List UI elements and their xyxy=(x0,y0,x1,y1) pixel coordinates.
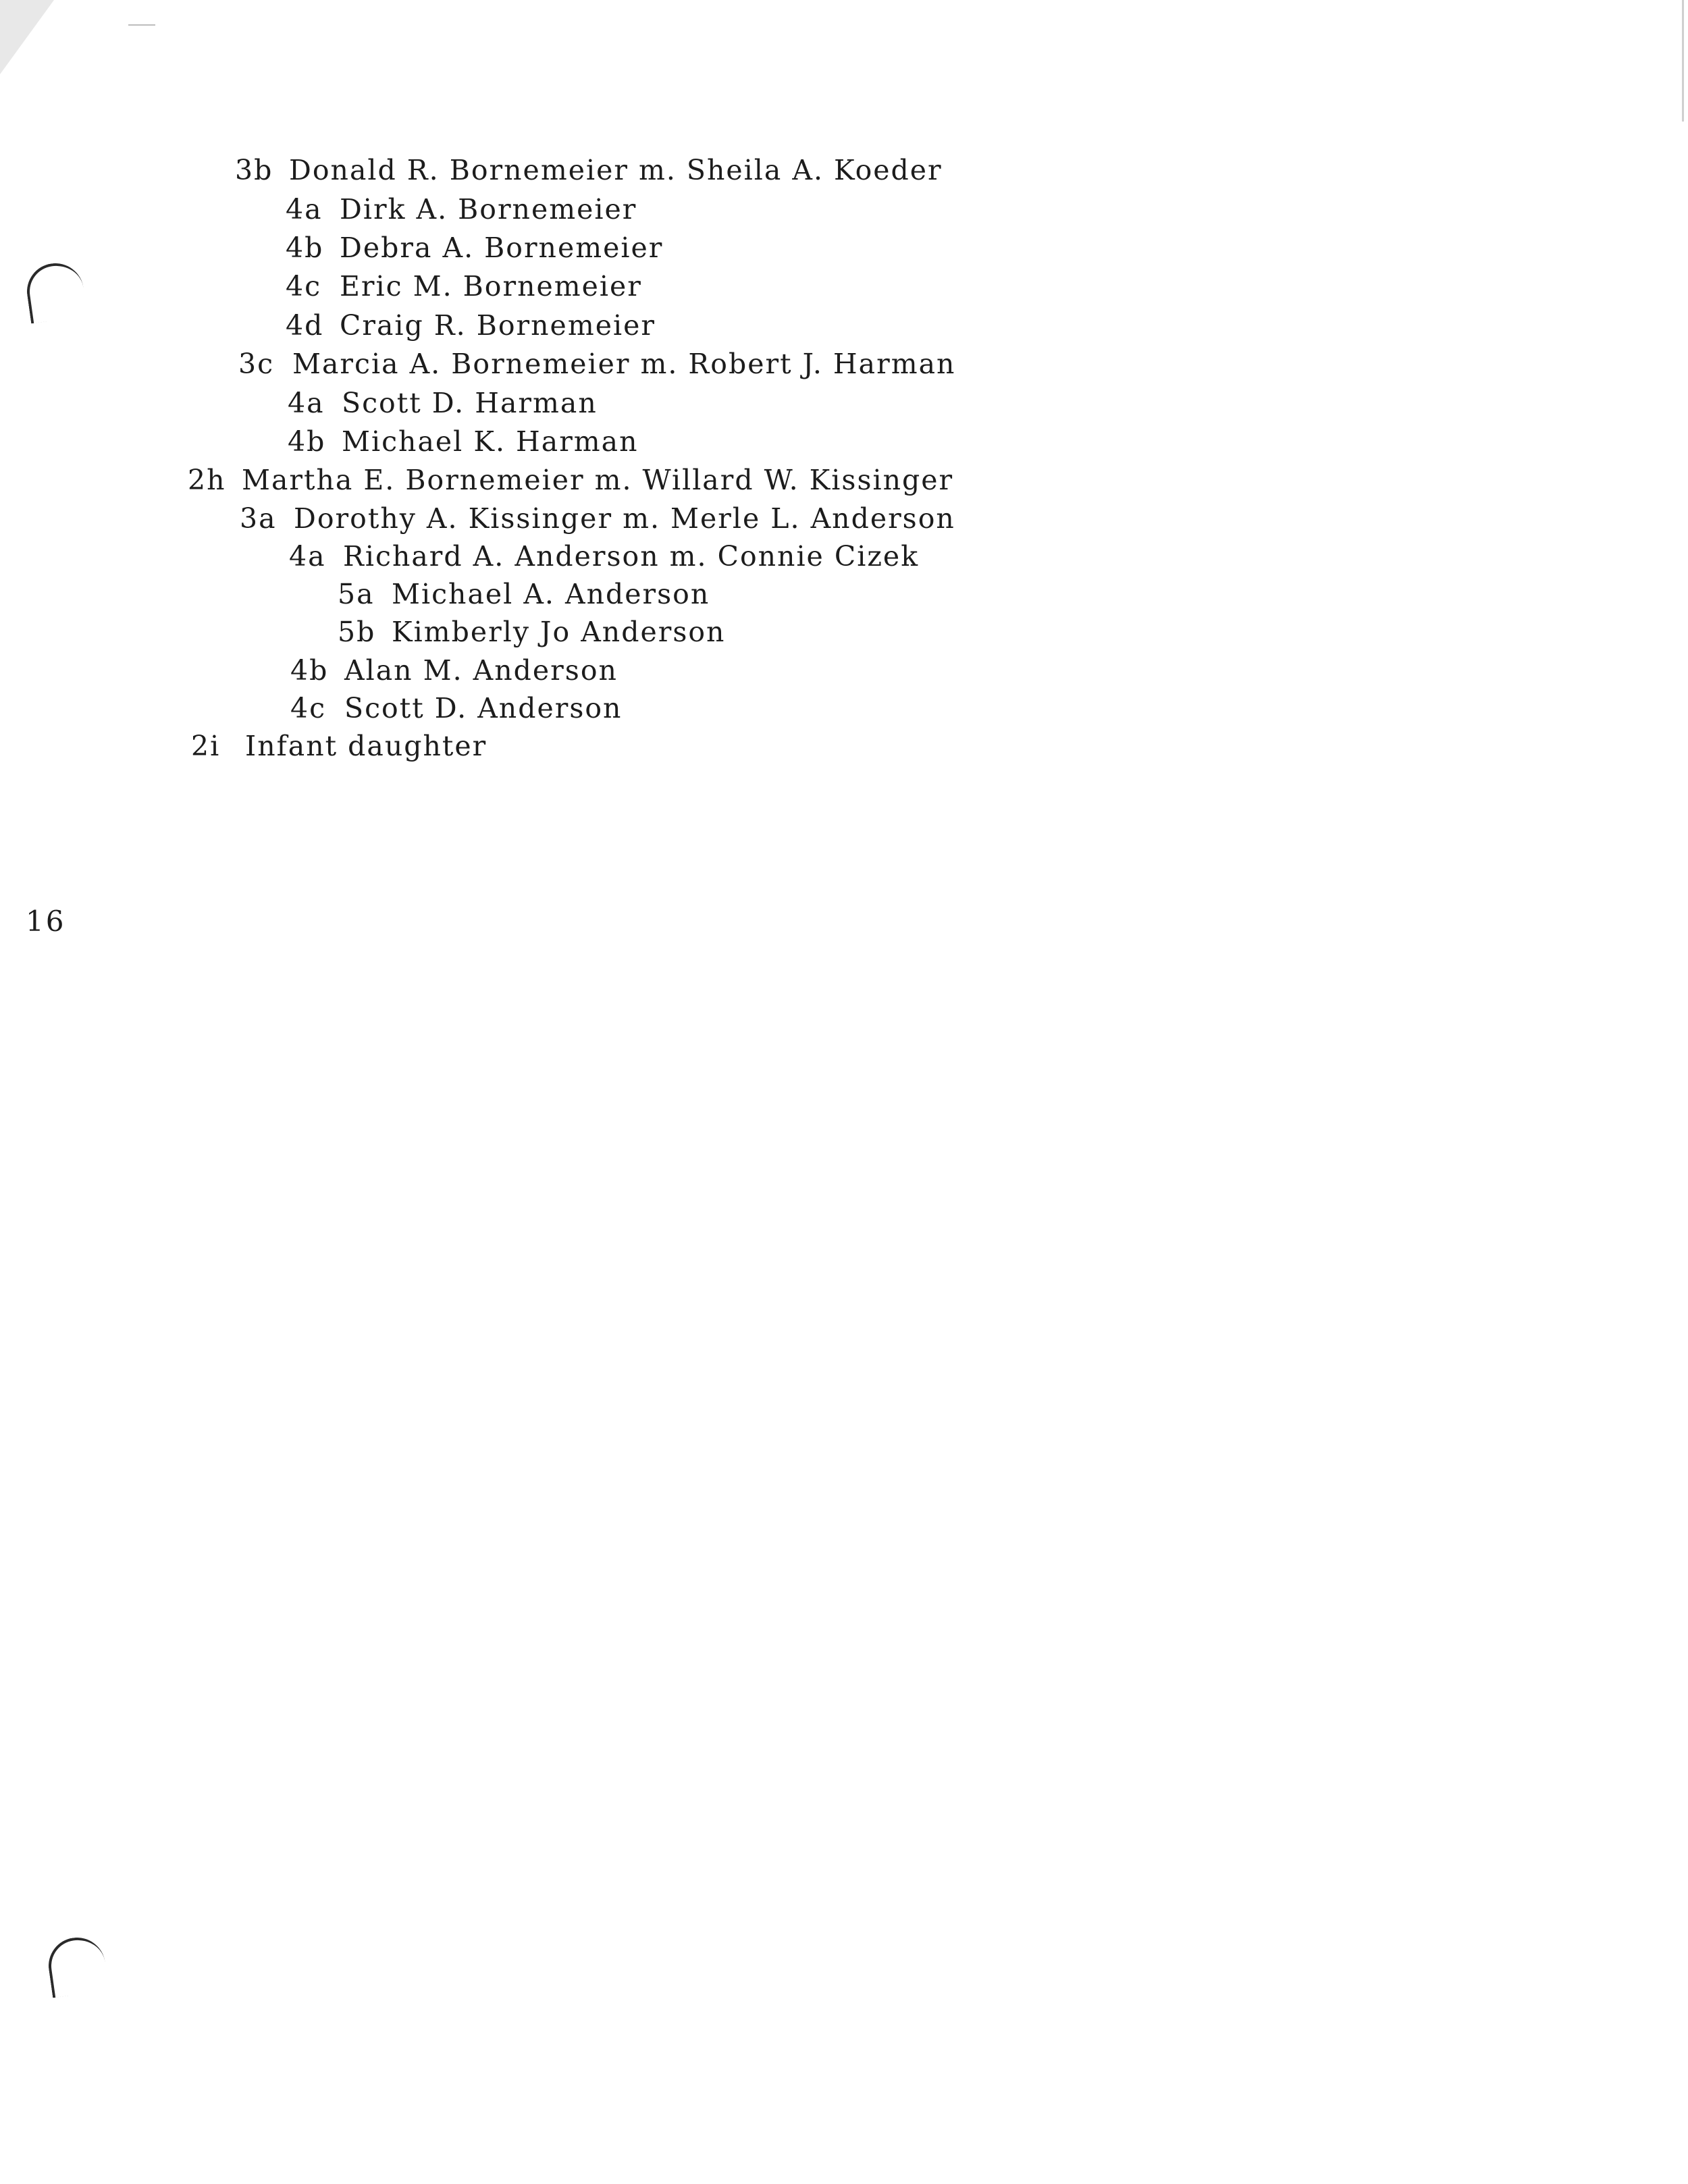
entry-name: Marcia A. Bornemeier m. Robert J. Harman xyxy=(292,348,956,380)
genealogy-entry xyxy=(191,730,487,762)
entry-name: Eric M. Bornemeier xyxy=(340,270,642,302)
entry-code: 4c xyxy=(290,692,327,724)
entry-name: Scott D. Harman xyxy=(342,387,598,419)
entry-name: Richard A. Anderson m. Connie Cizek xyxy=(343,540,920,572)
page-corner-shadow xyxy=(0,0,54,74)
genealogy-entry xyxy=(290,654,618,687)
genealogy-entry xyxy=(286,270,642,302)
entry-code: 2i xyxy=(191,730,221,762)
genealogy-entry xyxy=(238,350,955,378)
entry-code: 4a xyxy=(289,540,326,572)
entry-name: Donald R. Bornemeier m. Sheila A. Koeder xyxy=(289,154,943,186)
entry-code: 5b xyxy=(338,616,376,648)
entry-code: 4b xyxy=(288,425,326,458)
entry-code: 4a xyxy=(286,193,323,225)
genealogy-entry xyxy=(240,502,955,535)
entry-name: Kimberly Jo Anderson xyxy=(392,616,726,648)
punch-hole-mark xyxy=(24,260,88,324)
genealogy-entry xyxy=(288,387,598,419)
genealogy-entry xyxy=(188,464,954,496)
genealogy-entry xyxy=(235,154,943,186)
page-number: 16 xyxy=(26,905,66,938)
scan-mark xyxy=(128,24,155,26)
genealogy-entry xyxy=(290,692,623,724)
punch-hole-mark xyxy=(45,1934,109,1998)
entry-code: 4c xyxy=(286,270,322,302)
entry-code: 4b xyxy=(290,654,329,687)
entry-code: 2h xyxy=(188,464,226,496)
entry-code: 4b xyxy=(286,232,324,264)
entry-name: Infant daughter xyxy=(245,730,487,762)
genealogy-entry xyxy=(289,540,920,572)
genealogy-entry xyxy=(286,309,656,342)
entry-name: Michael K. Harman xyxy=(342,425,639,458)
entry-name: Martha E. Bornemeier m. Willard W. Kissinger xyxy=(242,464,954,496)
entry-code: 3b xyxy=(235,154,273,186)
entry-name: Scott D. Anderson xyxy=(344,692,623,724)
entry-name: Craig R. Bornemeier xyxy=(340,309,656,342)
entry-code: 3c xyxy=(238,348,275,380)
entry-name: Michael A. Anderson xyxy=(392,578,710,610)
page-edge-line xyxy=(1682,0,1684,122)
entry-name: Debra A. Bornemeier xyxy=(340,232,664,264)
entry-name: Dirk A. Bornemeier xyxy=(340,193,637,225)
genealogy-entry xyxy=(338,578,710,610)
entry-code: 3a xyxy=(240,502,277,535)
entry-name: Alan M. Anderson xyxy=(344,654,618,687)
genealogy-entry xyxy=(338,618,725,646)
entry-name: Dorothy A. Kissinger m. Merle L. Anderson xyxy=(294,502,955,535)
entry-code: 4a xyxy=(288,387,325,419)
entry-code: 4d xyxy=(286,309,324,342)
entry-code: 5a xyxy=(338,578,375,610)
genealogy-entry xyxy=(286,234,663,262)
genealogy-entry xyxy=(286,193,637,225)
genealogy-entry xyxy=(288,425,639,458)
